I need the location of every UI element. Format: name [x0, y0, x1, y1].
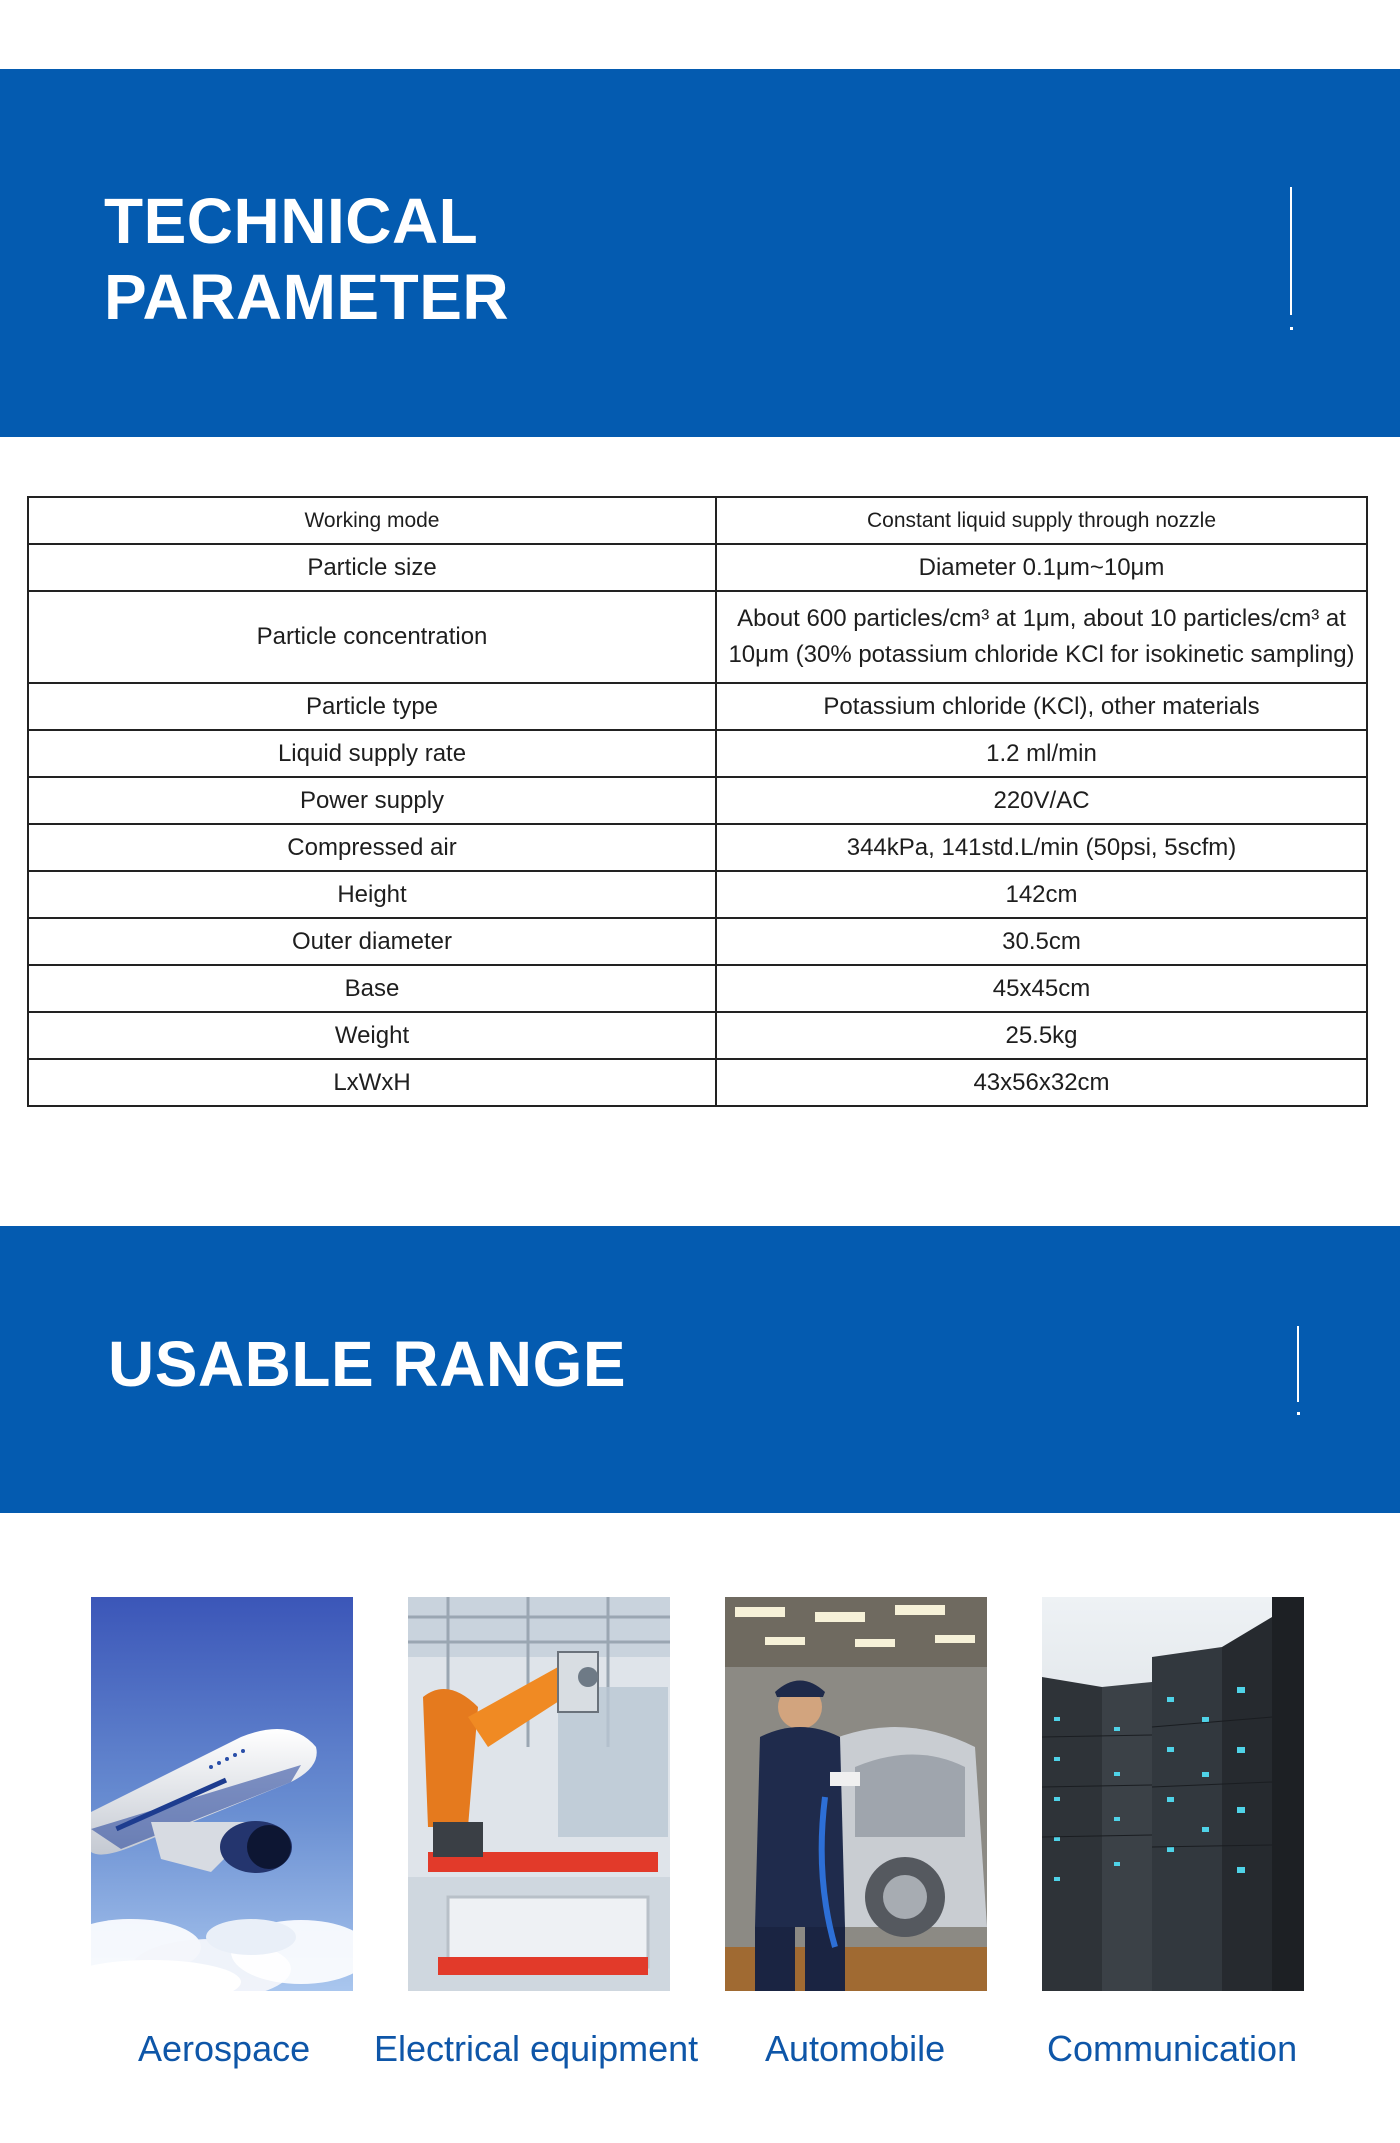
vertical-accent-line [1290, 187, 1292, 315]
table-row [28, 965, 1367, 1012]
title-line-1: TECHNICAL [104, 185, 479, 257]
param-value: Diameter 0.1μm~10μm [716, 544, 1367, 591]
table-row [28, 544, 1367, 591]
application-label: Electrical equipment [374, 2028, 699, 2069]
robot-arm-photo-icon [408, 1597, 670, 1991]
param-value: Potassium chloride (KCl), other materials [716, 683, 1367, 730]
param-name: Weight [28, 1012, 716, 1059]
technical-parameter-title [104, 183, 509, 335]
table-row [28, 1059, 1367, 1106]
param-value: 30.5cm [716, 918, 1367, 965]
param-name: Working mode [28, 497, 716, 544]
param-name: Power supply [28, 777, 716, 824]
table-row [28, 730, 1367, 777]
application-label: Aerospace [138, 2028, 311, 2069]
vertical-accent-line [1297, 1326, 1299, 1402]
application-label: Automobile [765, 2028, 946, 2069]
table-row [28, 777, 1367, 824]
table-row [28, 918, 1367, 965]
title-line-2: PARAMETER [104, 261, 510, 333]
table-row [28, 497, 1367, 544]
param-name: Outer diameter [28, 918, 716, 965]
table-row [28, 824, 1367, 871]
param-name: Height [28, 871, 716, 918]
param-name: Particle size [28, 544, 716, 591]
param-value: 142cm [716, 871, 1367, 918]
accent-dot [1290, 327, 1293, 330]
table-row [28, 871, 1367, 918]
param-name: Compressed air [28, 824, 716, 871]
param-value: 45x45cm [716, 965, 1367, 1012]
server-rack-photo-icon [1042, 1597, 1304, 1991]
application-label: Communication [1047, 2028, 1298, 2069]
usable-range-title: USABLE RANGE [108, 1328, 627, 1400]
car-worker-photo-icon [725, 1597, 987, 1991]
param-name: Particle concentration [28, 591, 716, 683]
accent-dot [1297, 1412, 1300, 1415]
parameter-table [27, 496, 1368, 1107]
airplane-photo-icon [91, 1597, 353, 1991]
param-value: 25.5kg [716, 1012, 1367, 1059]
table-row [28, 683, 1367, 730]
param-value: 43x56x32cm [716, 1059, 1367, 1106]
param-value: 1.2 ml/min [716, 730, 1367, 777]
usable-range-banner [0, 1226, 1400, 1513]
technical-parameter-banner [0, 69, 1400, 437]
param-name: Base [28, 965, 716, 1012]
param-value: 344kPa, 141std.L/min (50psi, 5scfm) [716, 824, 1367, 871]
param-name: Particle type [28, 683, 716, 730]
table-row [28, 591, 1367, 683]
param-value: 220V/AC [716, 777, 1367, 824]
param-value: About 600 particles/cm³ at 1μm, about 10 particles/cm³ at 10μm (30% potassium chloride KCl for isokinetic sampling) [716, 591, 1367, 683]
param-value: Constant liquid supply through nozzle [716, 497, 1367, 544]
param-name: LxWxH [28, 1059, 716, 1106]
param-name: Liquid supply rate [28, 730, 716, 777]
table-row [28, 1012, 1367, 1059]
